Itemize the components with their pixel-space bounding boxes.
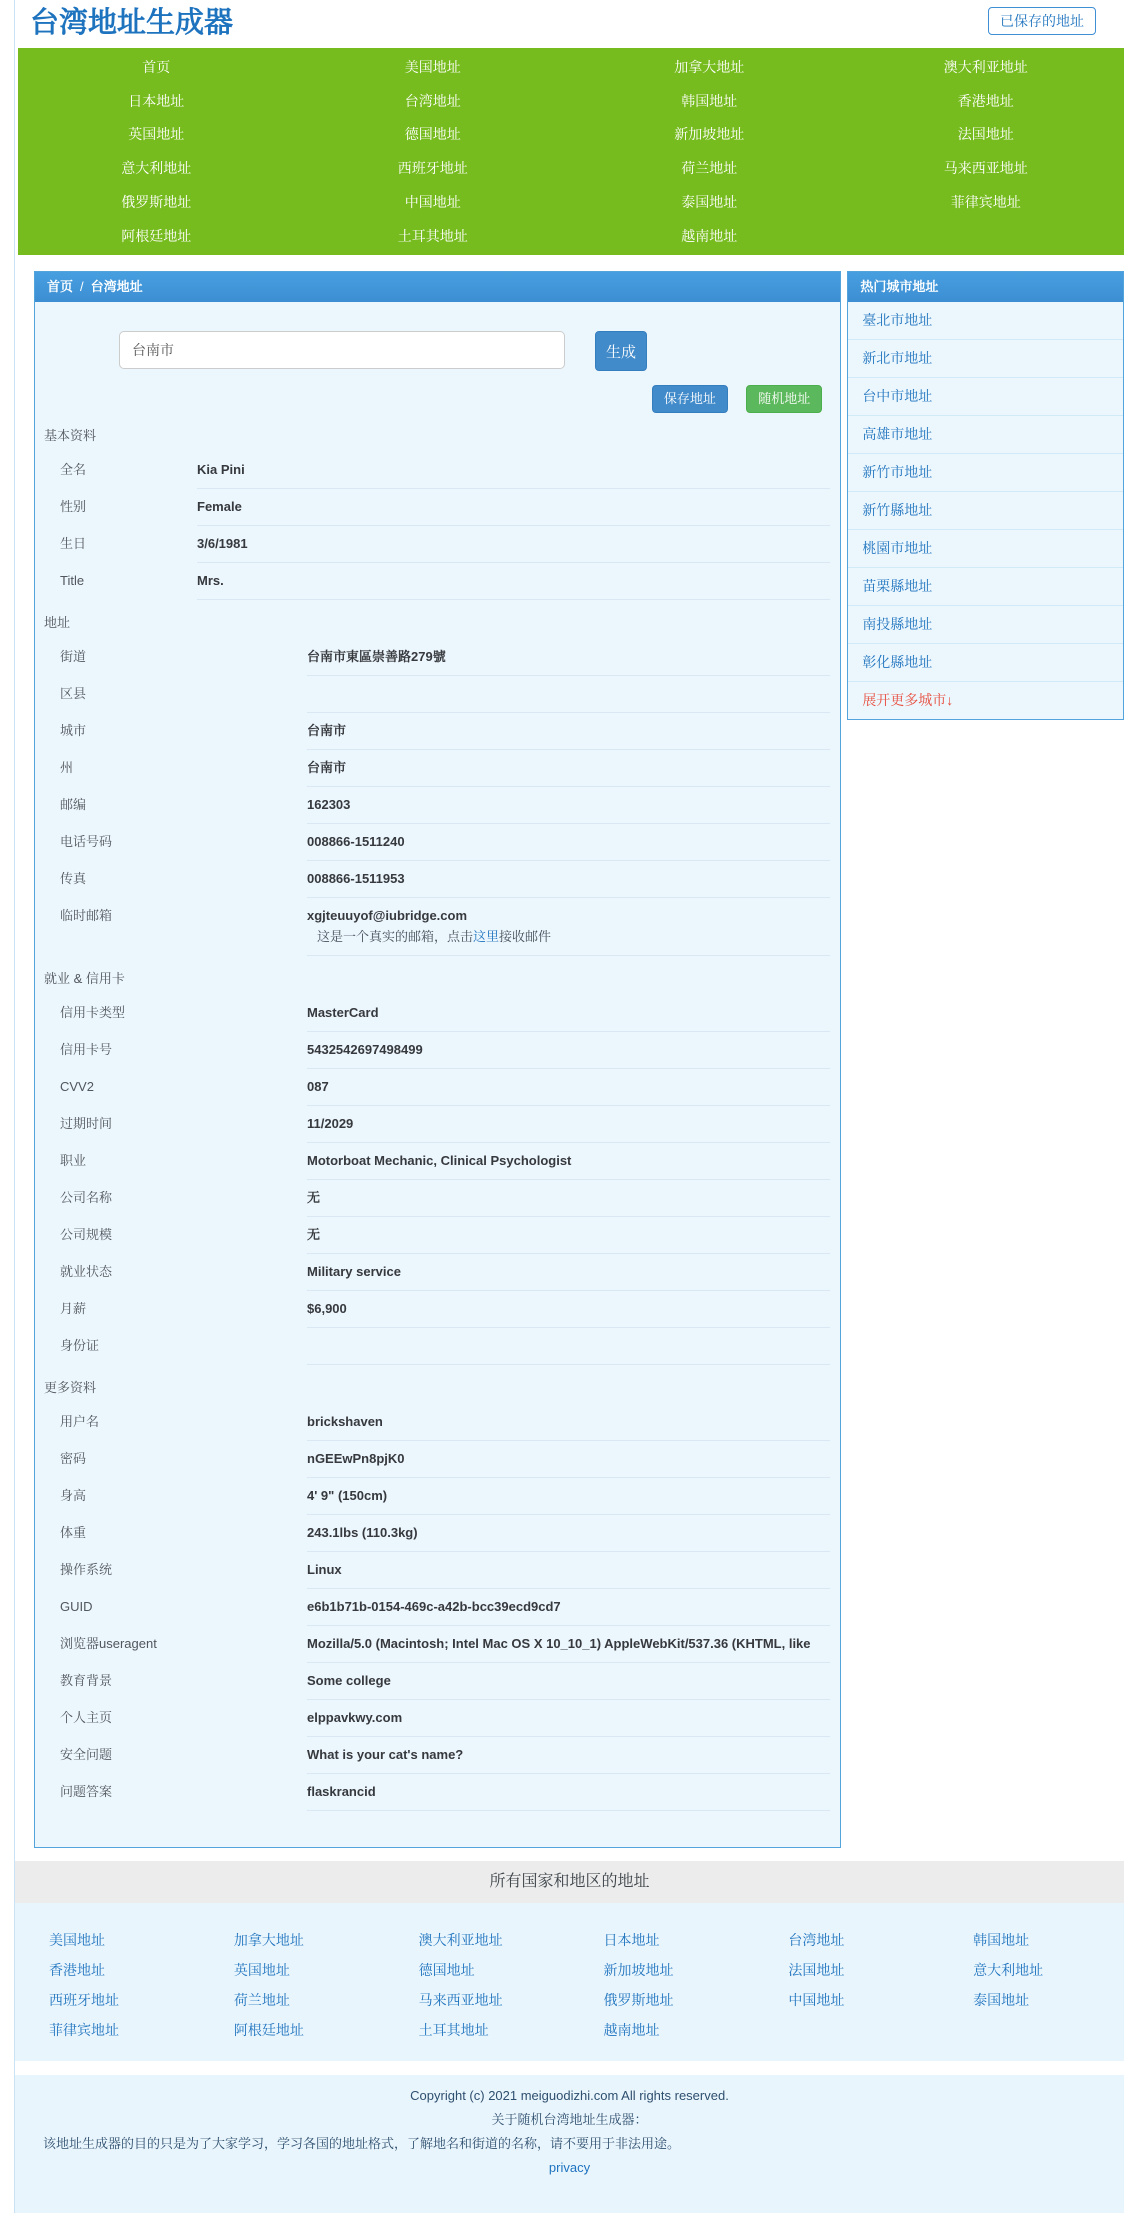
panel-body bbox=[35, 302, 840, 1847]
nav-link[interactable]: 泰国地址 bbox=[681, 194, 738, 211]
info-row bbox=[60, 1774, 830, 1811]
sidebar-city-link[interactable]: 高雄市地址 bbox=[848, 416, 1123, 454]
footer-country-link[interactable]: 香港地址 bbox=[49, 1962, 105, 1978]
footer-country-link[interactable]: 日本地址 bbox=[603, 1932, 660, 1948]
row-label: 教育背景 bbox=[60, 1673, 113, 1688]
footer-country-link[interactable]: 美国地址 bbox=[49, 1932, 105, 1948]
footer-country-link[interactable]: 土耳其地址 bbox=[418, 2022, 489, 2038]
row-value bbox=[197, 563, 830, 600]
row-value bbox=[197, 452, 830, 489]
row-value-text: 5432542697498499 bbox=[307, 1042, 423, 1057]
row-value-text: 162303 bbox=[307, 797, 351, 812]
row-value-text: Mozilla/5.0 (Macintosh; Intel Mac OS X 10_10_1) AppleWebKit/537.36 (KHTML, like bbox=[307, 1636, 811, 1651]
info-row bbox=[60, 1069, 830, 1106]
row-value-text: Mrs. bbox=[197, 573, 224, 588]
info-row bbox=[60, 713, 830, 750]
action-buttons bbox=[35, 385, 840, 413]
row-value-text: 008866-1511953 bbox=[307, 871, 405, 886]
footer-country-link[interactable]: 中国地址 bbox=[788, 1992, 845, 2008]
row-value-text: 台南市東區崇善路279號 bbox=[307, 649, 446, 664]
row-label: 密码 bbox=[60, 1451, 87, 1466]
row-value bbox=[307, 1589, 830, 1626]
footer-country-link[interactable]: 意大利地址 bbox=[973, 1962, 1044, 1978]
nav-link[interactable]: 德国地址 bbox=[404, 126, 461, 143]
row-value bbox=[197, 489, 830, 526]
info-row bbox=[60, 1515, 830, 1552]
nav-link[interactable]: 俄罗斯地址 bbox=[121, 194, 192, 211]
row-value bbox=[307, 1069, 830, 1106]
nav-link[interactable]: 首页 bbox=[142, 58, 171, 75]
nav-link[interactable]: 土耳其地址 bbox=[397, 227, 468, 244]
row-label: 城市 bbox=[60, 723, 87, 738]
copyright-text: Copyright (c) 2021 meiguodizhi.com All rights reserved. bbox=[410, 2088, 729, 2103]
row-label: 个人主页 bbox=[60, 1710, 113, 1725]
page-title: 台湾地址生成器 bbox=[30, 7, 234, 39]
info-row bbox=[60, 861, 830, 898]
nav-link[interactable]: 英国地址 bbox=[128, 126, 185, 143]
info-row bbox=[60, 1106, 830, 1143]
nav-link[interactable]: 菲律宾地址 bbox=[950, 194, 1021, 211]
main-panel bbox=[34, 271, 841, 1848]
info-row bbox=[60, 489, 830, 526]
all-countries-heading: 所有国家和地区的地址 bbox=[15, 1861, 1124, 1903]
nav-link[interactable]: 香港地址 bbox=[957, 92, 1014, 109]
row-value-text: 无 bbox=[307, 1190, 321, 1205]
main-nav bbox=[18, 48, 1124, 255]
row-label: 月薪 bbox=[60, 1301, 87, 1316]
info-sections bbox=[35, 413, 840, 1811]
row-value-text: nGEEwPn8pjK0 bbox=[307, 1451, 405, 1466]
row-value bbox=[307, 639, 830, 676]
sidebar-city-link[interactable]: 彰化縣地址 bbox=[848, 644, 1123, 682]
info-row bbox=[60, 1552, 830, 1589]
footer-country-link[interactable]: 阿根廷地址 bbox=[233, 2022, 304, 2038]
footer-country-link[interactable]: 越南地址 bbox=[603, 2022, 660, 2038]
row-value-text: 087 bbox=[307, 1079, 329, 1094]
row-label: 操作系统 bbox=[60, 1562, 113, 1577]
row-value bbox=[307, 1032, 830, 1069]
info-row bbox=[60, 563, 830, 600]
section-title: 地址 bbox=[44, 615, 71, 630]
info-section bbox=[35, 1365, 840, 1811]
nav-link[interactable]: 越南地址 bbox=[681, 227, 738, 244]
nav-link[interactable]: 马来西亚地址 bbox=[943, 160, 1028, 177]
row-value bbox=[307, 1626, 830, 1663]
footer-country-link[interactable]: 马来西亚地址 bbox=[418, 1992, 503, 2008]
row-value bbox=[307, 676, 830, 713]
page-container bbox=[14, 0, 1124, 2213]
info-row bbox=[60, 1254, 830, 1291]
sidebar-city-link[interactable]: 新竹市地址 bbox=[848, 454, 1123, 492]
nav-link[interactable]: 加拿大地址 bbox=[674, 58, 745, 75]
row-value bbox=[307, 1515, 830, 1552]
info-row bbox=[60, 750, 830, 787]
nav-link[interactable]: 澳大利亚地址 bbox=[943, 58, 1028, 75]
footer-country-link[interactable]: 韩国地址 bbox=[973, 1932, 1030, 1948]
footer-country-link[interactable]: 澳大利亚地址 bbox=[418, 1932, 503, 1948]
breadcrumb bbox=[35, 272, 840, 302]
info-row bbox=[60, 1478, 830, 1515]
row-label: 职业 bbox=[60, 1153, 87, 1168]
info-row bbox=[60, 787, 830, 824]
info-row bbox=[60, 1441, 830, 1478]
about-text: 关于随机台湾地址生成器： bbox=[491, 2112, 648, 2127]
row-value-text: Kia Pini bbox=[197, 462, 245, 477]
info-row bbox=[60, 995, 830, 1032]
row-label: 身高 bbox=[60, 1488, 87, 1503]
row-value bbox=[307, 787, 830, 824]
row-label: 体重 bbox=[60, 1525, 87, 1540]
info-row bbox=[60, 1626, 830, 1663]
sidebar-city-link[interactable]: 新竹縣地址 bbox=[848, 492, 1123, 530]
row-label: 邮编 bbox=[60, 797, 87, 812]
row-label: 信用卡号 bbox=[60, 1042, 113, 1057]
footer-country-link[interactable]: 西班牙地址 bbox=[49, 1992, 119, 2008]
row-value-text: What is your cat's name? bbox=[307, 1747, 464, 1762]
copyright-section bbox=[15, 2075, 1124, 2213]
sidebar-title: 热门城市地址 bbox=[848, 272, 1123, 302]
row-value bbox=[307, 995, 830, 1032]
info-row bbox=[60, 1700, 830, 1737]
row-value bbox=[307, 1291, 830, 1328]
nav-link[interactable]: 西班牙地址 bbox=[397, 160, 468, 177]
info-row bbox=[60, 676, 830, 713]
row-value bbox=[307, 1217, 830, 1254]
row-label: CVV2 bbox=[60, 1079, 94, 1094]
footer-country-link[interactable]: 法国地址 bbox=[788, 1962, 845, 1978]
nav-link[interactable]: 法国地址 bbox=[957, 126, 1014, 143]
row-value-text: MasterCard bbox=[307, 1005, 379, 1020]
row-label: 临时邮箱 bbox=[60, 908, 113, 923]
footer-country-link[interactable]: 加拿大地址 bbox=[233, 1932, 304, 1948]
info-row bbox=[60, 526, 830, 563]
generator-form bbox=[119, 331, 840, 371]
row-value bbox=[307, 1441, 830, 1478]
nav-link[interactable]: 韩国地址 bbox=[681, 92, 738, 109]
random-address-button[interactable]: 随机地址 bbox=[746, 385, 822, 413]
info-row bbox=[60, 1217, 830, 1254]
disclaimer-text: 该地址生成器的目的只是为了大家学习，学习各国的地址格式，了解地名和街道的名称，请不要用于非法用途。 bbox=[43, 2136, 681, 2151]
info-row bbox=[60, 1032, 830, 1069]
row-value-text: 4' 9" (150cm) bbox=[307, 1488, 388, 1503]
hot-cities-sidebar bbox=[847, 271, 1124, 720]
info-row bbox=[60, 1663, 830, 1700]
footer-country-link[interactable]: 台湾地址 bbox=[788, 1932, 845, 1948]
row-value-text: 台南市 bbox=[307, 723, 347, 738]
sidebar-city-link[interactable]: 桃園市地址 bbox=[848, 530, 1123, 568]
breadcrumb-separator: / bbox=[80, 279, 84, 294]
nav-link[interactable]: 阿根廷地址 bbox=[121, 227, 192, 244]
row-label: 浏览器useragent bbox=[60, 1636, 157, 1651]
row-label: 就业状态 bbox=[60, 1264, 113, 1279]
info-row bbox=[60, 1589, 830, 1626]
footer-country-link[interactable]: 荷兰地址 bbox=[233, 1992, 290, 2008]
site-header bbox=[15, 0, 1124, 48]
section-title: 就业 & 信用卡 bbox=[44, 971, 125, 986]
row-value-text: Military service bbox=[307, 1264, 401, 1279]
row-value bbox=[197, 526, 830, 563]
row-label: GUID bbox=[60, 1599, 93, 1614]
row-value bbox=[307, 1328, 830, 1365]
row-value bbox=[307, 1737, 830, 1774]
row-label: 全名 bbox=[60, 462, 87, 477]
row-value-text: 无 bbox=[307, 1227, 321, 1242]
row-label: 州 bbox=[60, 760, 74, 775]
row-value-text: brickshaven bbox=[307, 1414, 383, 1429]
row-label: 身份证 bbox=[60, 1338, 100, 1353]
info-section bbox=[35, 413, 840, 600]
privacy-link[interactable]: privacy bbox=[548, 2160, 591, 2175]
info-row bbox=[60, 824, 830, 861]
row-value bbox=[307, 713, 830, 750]
row-label: 公司规模 bbox=[60, 1227, 113, 1242]
footer-country-link[interactable]: 新加坡地址 bbox=[603, 1962, 674, 1978]
info-row bbox=[60, 1180, 830, 1217]
sidebar-city-link[interactable]: 台中市地址 bbox=[848, 378, 1123, 416]
row-label: 性别 bbox=[60, 499, 87, 514]
row-label: 过期时间 bbox=[60, 1116, 113, 1131]
row-label: 街道 bbox=[60, 649, 87, 664]
nav-link[interactable]: 日本地址 bbox=[128, 92, 185, 109]
row-value bbox=[307, 1254, 830, 1291]
row-label: Title bbox=[60, 573, 85, 588]
row-label: 生日 bbox=[60, 536, 87, 551]
row-label: 公司名称 bbox=[60, 1190, 113, 1205]
row-label: 电话号码 bbox=[60, 834, 113, 849]
row-value bbox=[307, 1106, 830, 1143]
row-value bbox=[307, 1404, 830, 1441]
content bbox=[34, 271, 1124, 1848]
row-value bbox=[307, 898, 830, 956]
sidebar-city-link[interactable]: 南投縣地址 bbox=[848, 606, 1123, 644]
row-value-text: xgjteuuyof@iubridge.com bbox=[307, 908, 468, 923]
row-value-text bbox=[307, 1338, 830, 1354]
nav-link[interactable]: 意大利地址 bbox=[121, 160, 192, 177]
info-row bbox=[60, 639, 830, 676]
row-label: 区县 bbox=[60, 686, 87, 701]
breadcrumb-home-link[interactable]: 首页 bbox=[47, 279, 74, 294]
section-title: 基本资料 bbox=[44, 428, 97, 443]
row-value bbox=[307, 1478, 830, 1515]
sidebar-list bbox=[848, 302, 1123, 682]
breadcrumb-current: 台湾地址 bbox=[90, 279, 143, 294]
row-value bbox=[307, 1663, 830, 1700]
row-value-text: 008866-1511240 bbox=[307, 834, 405, 849]
expand-more-cities-link[interactable]: 展开更多城市↓ bbox=[862, 692, 954, 708]
info-section bbox=[35, 956, 840, 1365]
info-section bbox=[35, 600, 840, 956]
city-input[interactable] bbox=[119, 331, 565, 369]
row-label: 信用卡类型 bbox=[60, 1005, 126, 1020]
row-value-text: Linux bbox=[307, 1562, 342, 1577]
row-value-text: 台南市 bbox=[307, 760, 347, 775]
row-label: 用户名 bbox=[60, 1414, 100, 1429]
saved-addresses-button[interactable]: 已保存的地址 bbox=[988, 7, 1096, 35]
nav-link[interactable]: 美国地址 bbox=[404, 58, 461, 75]
footer-country-link[interactable]: 菲律宾地址 bbox=[49, 2022, 119, 2038]
footer-country-link[interactable]: 泰国地址 bbox=[973, 1992, 1030, 2008]
row-value-text: Some college bbox=[307, 1673, 391, 1688]
row-value-text: $6,900 bbox=[307, 1301, 347, 1316]
row-note: 这是一个真实的邮箱，点击这里接收邮件 bbox=[317, 929, 552, 944]
sidebar-city-link[interactable]: 臺北市地址 bbox=[848, 302, 1123, 340]
nav-link[interactable]: 台湾地址 bbox=[404, 92, 461, 109]
info-row bbox=[60, 1143, 830, 1180]
row-label: 问题答案 bbox=[60, 1784, 113, 1799]
row-value-text: elppavkwy.com bbox=[307, 1710, 403, 1725]
sidebar-city-link[interactable]: 苗栗縣地址 bbox=[848, 568, 1123, 606]
sidebar-city-link[interactable]: 新北市地址 bbox=[848, 340, 1123, 378]
row-value-text: e6b1b71b-0154-469c-a42b-bcc39ecd9cd7 bbox=[307, 1599, 561, 1614]
nav-link[interactable]: 中国地址 bbox=[404, 194, 461, 211]
footer-country-link[interactable]: 俄罗斯地址 bbox=[603, 1992, 674, 2008]
row-value-text: Female bbox=[197, 499, 242, 514]
save-address-button[interactable]: 保存地址 bbox=[652, 385, 728, 413]
row-label: 安全问题 bbox=[60, 1747, 113, 1762]
nav-link[interactable]: 新加坡地址 bbox=[674, 126, 745, 143]
row-value-text bbox=[307, 686, 830, 702]
row-value-text: 11/2029 bbox=[307, 1116, 354, 1131]
row-value bbox=[307, 750, 830, 787]
generate-button[interactable]: 生成 bbox=[595, 331, 647, 371]
section-title: 更多资料 bbox=[44, 1380, 97, 1395]
row-value bbox=[307, 1700, 830, 1737]
row-value bbox=[307, 824, 830, 861]
row-value-text: 243.1lbs (110.3kg) bbox=[307, 1525, 418, 1540]
footer-links bbox=[15, 1903, 1124, 2061]
info-row bbox=[60, 1737, 830, 1774]
info-row bbox=[60, 1404, 830, 1441]
footer-country-link[interactable]: 英国地址 bbox=[233, 1962, 290, 1978]
row-value bbox=[307, 861, 830, 898]
row-label: 传真 bbox=[60, 871, 87, 886]
row-value-text: Motorboat Mechanic, Clinical Psychologist bbox=[307, 1153, 572, 1168]
receive-mail-link[interactable]: 这里 bbox=[473, 929, 500, 944]
info-row bbox=[60, 452, 830, 489]
row-value-text: flaskrancid bbox=[307, 1784, 376, 1799]
row-value bbox=[307, 1774, 830, 1811]
row-value bbox=[307, 1552, 830, 1589]
row-value bbox=[307, 1143, 830, 1180]
nav-link[interactable]: 荷兰地址 bbox=[681, 160, 738, 177]
footer-country-link[interactable]: 德国地址 bbox=[418, 1962, 475, 1978]
info-row bbox=[60, 898, 830, 956]
info-row bbox=[60, 1328, 830, 1365]
row-value-text: 3/6/1981 bbox=[197, 536, 248, 551]
info-row bbox=[60, 1291, 830, 1328]
row-value bbox=[307, 1180, 830, 1217]
